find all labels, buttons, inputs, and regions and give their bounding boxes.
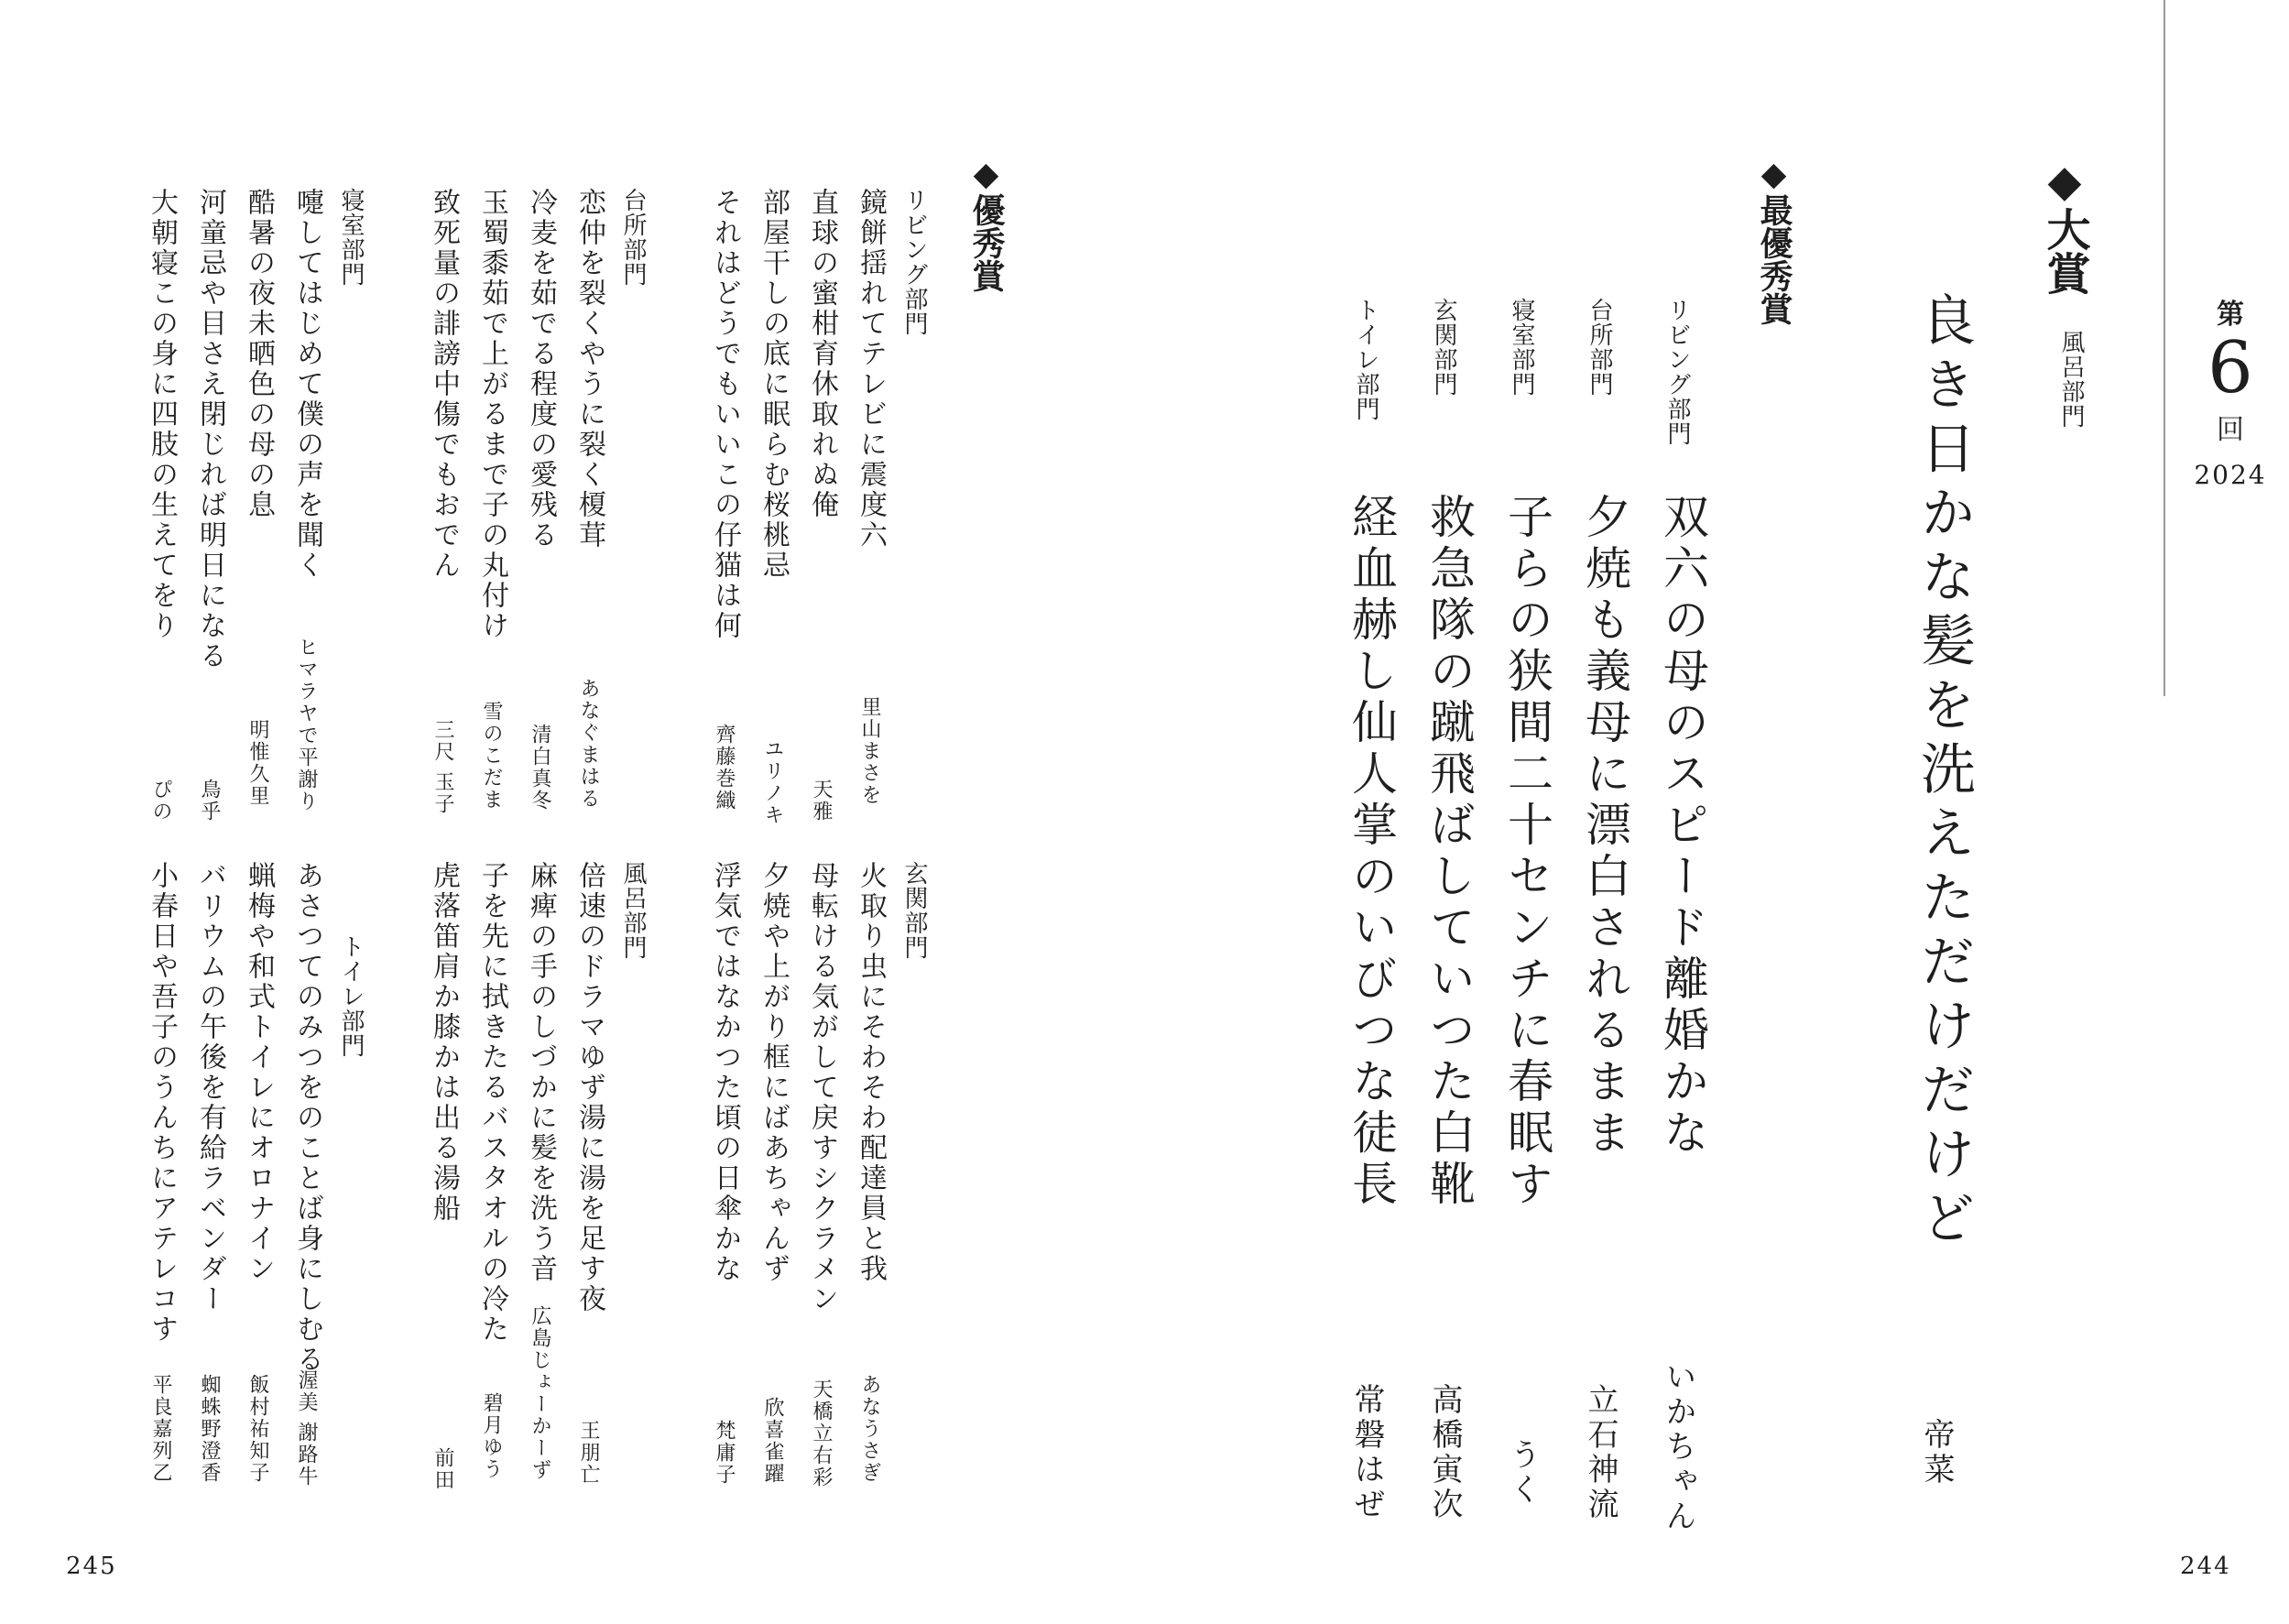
grand-prize-heading: ◆大賞	[2039, 156, 2090, 295]
exc-top-author: 明惟久里	[246, 719, 269, 807]
exc-bottom-poem: 麻痺の手のしづかに髪を洗う音	[525, 861, 557, 1284]
exc-bottom-author: 碧月ゆう	[480, 1392, 503, 1480]
exc-top-poem: 冷麦を茹でる程度の愛残る	[525, 188, 557, 550]
best-author-bedroom: うく	[1504, 1438, 1541, 1508]
best-poem-living: 双六の母のスピード離婚かな	[1656, 493, 1709, 1160]
grand-prize-author: 帝菜	[1918, 1418, 1955, 1488]
exc-bottom-poem: 子を先に拭きたるバスタオルの冷た	[476, 861, 508, 1345]
exc-top-author: 齊藤巻織	[713, 724, 736, 812]
exc-bottom-poem: バリウムの午後を有給ラベンダー	[194, 861, 226, 1314]
exc-bottom-category-toilet: トイレ部門	[337, 934, 365, 1058]
exc-top-author: 里山まさを	[858, 696, 881, 806]
exc-top-poem: 直球の蜜柑育休取れぬ俺	[806, 188, 838, 520]
edition-number: 6	[2207, 327, 2253, 409]
exc-bottom-author: 天橋立右彩	[810, 1379, 833, 1488]
exc-top-category-kitchen: 台所部門	[619, 188, 647, 287]
best-author-living: いかちゃん	[1660, 1360, 1696, 1534]
best-poem-kitchen: 夕焼も義母に漂白されるまま	[1578, 493, 1631, 1160]
exc-top-poem: 玉蜀黍茹で上がるまで子の丸付け	[476, 188, 508, 641]
exc-top-poem: 致死量の誹謗中傷でもおでん	[428, 188, 460, 581]
exc-top-author: ヒマラヤで平謝り	[295, 637, 318, 812]
exc-top-category-bedroom: 寝室部門	[337, 188, 365, 287]
page-number-right: 244	[2180, 1553, 2231, 1580]
exc-top-author: ユリノキ	[761, 738, 784, 826]
best-category-entrance: 玄関部門	[1430, 298, 1457, 397]
exc-bottom-poem: 母転ける気がして戻すシクラメン	[806, 861, 838, 1314]
exc-top-poem: それはどうでもいいこの仔猫は何	[709, 188, 741, 641]
page-number-left: 245	[66, 1553, 117, 1580]
best-poem-entrance: 救急隊の蹴飛ばしていつた白靴	[1422, 493, 1476, 1211]
exc-bottom-poem: あさつてのみつをのことば身にしむる	[291, 861, 323, 1375]
exc-bottom-poem: 小春日や吾子のうんちにアテレコす	[146, 861, 178, 1345]
exc-top-poem: 河童忌や目さえ閉じれば明日になる	[194, 188, 226, 671]
exc-top-poem: 嚏してはじめて僕の声を聞く	[291, 188, 323, 581]
exc-top-poem: 大朝寝この身に四肢の生えてをり	[146, 188, 178, 641]
exc-top-poem: 鏡餅揺れてテレビに震度六	[855, 188, 887, 550]
edition-badge	[2185, 291, 2276, 490]
grand-prize-category: 風呂部門	[2057, 330, 2085, 429]
exc-bottom-category-bath: 風呂部門	[619, 861, 647, 960]
exc-top-author: ぴの	[149, 779, 172, 823]
exc-bottom-author: 飯村祐知子	[246, 1374, 269, 1484]
exc-bottom-author: 平良嘉列乙	[149, 1374, 172, 1484]
exc-top-poem: 恋仲を裂くやうに裂く榎茸	[573, 188, 605, 550]
best-author-kitchen: 立石神流	[1582, 1383, 1619, 1522]
best-author-entrance: 高橋寅次	[1426, 1383, 1463, 1522]
exc-top-author: 天雅	[810, 779, 833, 823]
exc-bottom-author: 前田	[431, 1447, 454, 1491]
exc-bottom-poem: 火取り虫にそわそわ配達員と我	[855, 861, 887, 1284]
exc-top-author: 清白真冬	[529, 724, 551, 812]
exc-top-author: 三尺 玉子	[431, 719, 454, 815]
exc-top-poem: 部屋干しの底に眠らむ桜桃忌	[758, 188, 790, 581]
exc-top-author: あなぐまはる	[577, 678, 600, 810]
exc-bottom-poem: 夕焼や上がり框にばあちゃんず	[758, 861, 790, 1284]
exc-bottom-poem: 倍速のドラマゆず湯に湯を足す夜	[573, 861, 605, 1314]
divider-line	[2164, 0, 2165, 696]
edition-prefix: 第	[2217, 299, 2244, 331]
exc-top-author: 鳥乎	[198, 779, 221, 823]
exc-bottom-author: 蜘蛛野澄香	[198, 1374, 221, 1484]
exc-bottom-poem: 浮気ではなかつた頃の日傘かな	[709, 861, 741, 1284]
exc-bottom-poem: 蝋梅や和式トイレにオロナイン	[243, 861, 275, 1284]
exc-bottom-author: 広島じょーかーず	[529, 1305, 551, 1481]
edition-suffix: 回	[2217, 413, 2244, 446]
best-category-toilet: トイレ部門	[1352, 298, 1379, 421]
exc-bottom-category-entrance: 玄関部門	[900, 861, 928, 960]
best-category-living: リビング部門	[1663, 298, 1691, 446]
best-author-toilet: 常磐はぜ	[1348, 1383, 1385, 1522]
edition-year: 2024	[2194, 459, 2267, 490]
grand-prize-poem: 良き日かな髪を洗えただけだけど	[1912, 291, 1976, 1253]
best-category-kitchen: 台所部門	[1586, 298, 1613, 397]
best-poem-bedroom: 子らの狭間二十センチに春眠す	[1500, 493, 1553, 1211]
exc-bottom-author: 欣喜雀躍	[761, 1397, 784, 1485]
best-category-bedroom: 寝室部門	[1508, 298, 1535, 397]
exc-top-poem: 酷暑の夜未晒色の母の息	[243, 188, 275, 520]
best-prize-heading: ◆最優秀賞	[1755, 156, 1793, 325]
exc-bottom-author: あなうさぎ	[858, 1374, 881, 1484]
exc-bottom-author: 渥美 謝路牛	[295, 1369, 318, 1488]
best-poem-toilet: 経血赫し仙人掌のいびつな徒長	[1345, 493, 1398, 1211]
exc-bottom-author: 王朋亡	[577, 1420, 600, 1486]
excellent-prize-heading: ◆優秀賞	[967, 156, 1005, 292]
exc-bottom-poem: 虎落笛肩か膝かは出る湯船	[428, 861, 460, 1224]
exc-bottom-author: 梵庸子	[713, 1420, 736, 1486]
exc-top-category-living: リビング部門	[900, 188, 928, 336]
exc-top-author: 雪のこだま	[480, 701, 503, 811]
